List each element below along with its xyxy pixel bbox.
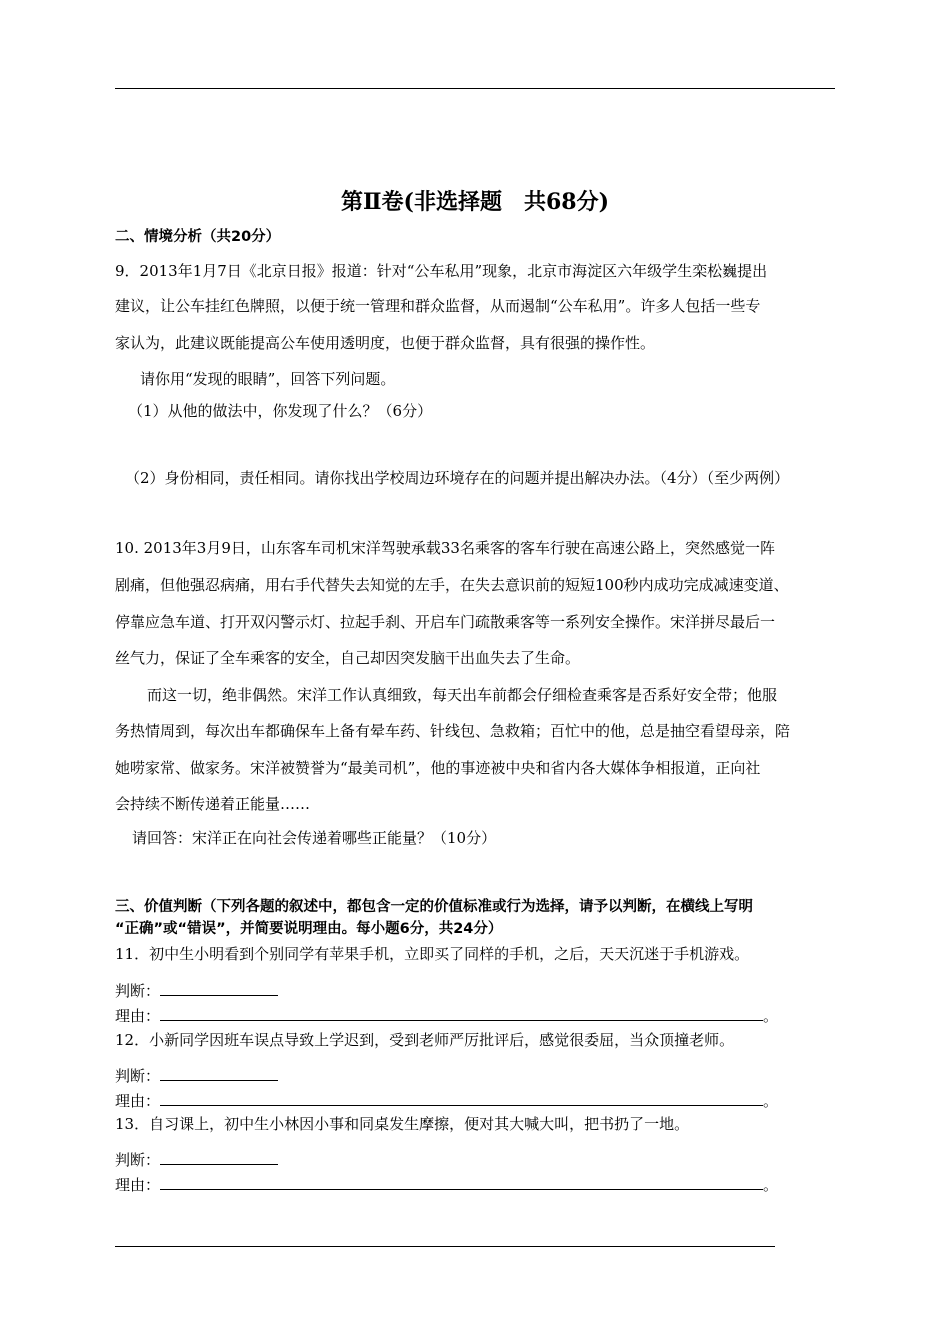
- judge-label: 判断：: [115, 1151, 161, 1169]
- q11-reason-row: [115, 1005, 778, 1026]
- q9-prompt: 请你用“发现的眼睛”，回答下列问题。: [140, 370, 396, 388]
- q11-reason-blank[interactable]: [160, 1005, 763, 1021]
- reason-label: 理由：: [115, 1007, 161, 1025]
- end-mark: 。: [763, 1092, 779, 1110]
- section2-heading: 二、情境分析（共20分）: [115, 229, 281, 245]
- end-mark: 。: [763, 1176, 779, 1194]
- judge-label: 判断：: [115, 982, 161, 1000]
- q10-line-6: 务热情周到，每次出车都确保车上备有晕车药、针线包、急救箱；百忙中的他，总是抽空看望母亲，陪: [115, 722, 791, 740]
- q11-judge-row: [115, 980, 278, 1001]
- exam-part-title: 第Ⅱ卷(非选择题 共68分): [341, 189, 609, 215]
- reason-label: 理由：: [115, 1176, 161, 1194]
- q9-subquestion-1: （1）从他的做法中，你发现了什么？（6分）: [128, 402, 433, 420]
- q10-line-4: 丝气力，保证了全车乘客的安全，自己却因突发脑干出血失去了生命。: [115, 649, 581, 667]
- footer-rule: [115, 1246, 775, 1247]
- q10-line-5: 而这一切，绝非偶然。宋洋工作认真细致，每天出车前都会仔细检查乘客是否系好安全带；他服: [147, 686, 778, 704]
- q9-line-3: 家认为，此建议既能提高公车使用透明度，也便于群众监督，具有很强的操作性。: [115, 334, 656, 352]
- q13-text: 13．自习课上，初中生小林因小事和同桌发生摩擦，便对其大喊大叫，把书扔了一地。: [115, 1115, 690, 1133]
- q12-reason-blank[interactable]: [160, 1090, 763, 1106]
- q10-line-3: 停靠应急车道、打开双闪警示灯、拉起手刹、开启车门疏散乘客等一系列安全操作。宋洋拼尽最后一: [115, 613, 776, 631]
- q11-judge-blank[interactable]: [160, 980, 278, 996]
- q10-line-2: 剧痛，但他强忍病痛，用右手代替失去知觉的左手，在失去意识前的短短100秒内成功完成减速变道、: [115, 576, 789, 594]
- q12-judge-row: [115, 1065, 278, 1086]
- end-mark: 。: [763, 1007, 779, 1025]
- q9-line-1: 9．2013年1月7日《北京日报》报道：针对“公车私用”现象，北京市海淀区六年级学生栾松巍提出: [115, 262, 768, 280]
- q11-text: 11．初中生小明看到个别同学有苹果手机，立即买了同样的手机，之后，天天沉迷于手机游戏。: [115, 945, 750, 963]
- q10-question: 请回答：宋洋正在向社会传递着哪些正能量？（10分）: [132, 829, 497, 847]
- q13-judge-row: [115, 1149, 278, 1170]
- q9-line-2: 建议，让公车挂红色牌照，以便于统一管理和群众监督，从而遏制“公车私用”。许多人包括一些专: [115, 297, 761, 315]
- q13-judge-blank[interactable]: [160, 1149, 278, 1165]
- q13-reason-blank[interactable]: [160, 1174, 763, 1190]
- q10-line-8: 会持续不断传递着正能量……: [115, 795, 311, 813]
- q13-reason-row: [115, 1174, 778, 1195]
- q12-judge-blank[interactable]: [160, 1065, 278, 1081]
- q9-subquestion-2: （2）身份相同，责任相同。请你找出学校周边环境存在的问题并提出解决办法。（4分）（至少两例）: [125, 469, 790, 487]
- q12-text: 12．小新同学因班车误点导致上学迟到，受到老师严厉批评后，感觉很委屈，当众顶撞老师。: [115, 1031, 735, 1049]
- section3-heading-line-1: 三、价值判断（下列各题的叙述中，都包含一定的价值标准或行为选择，请予以判断，在横线上写明: [115, 899, 753, 915]
- q10-line-1: 10. 2013年3月9日，山东客车司机宋洋驾驶承载33名乘客的客车行驶在高速公路上，突然感觉一阵: [115, 539, 775, 557]
- q12-reason-row: [115, 1090, 778, 1111]
- reason-label: 理由：: [115, 1092, 161, 1110]
- judge-label: 判断：: [115, 1067, 161, 1085]
- section3-heading-line-2: “正确”或“错误”，并简要说明理由。每小题6分，共24分）: [115, 921, 503, 937]
- header-rule: [115, 88, 835, 89]
- q10-line-7: 她唠家常、做家务。宋洋被赞誉为“最美司机”，他的事迹被中央和省内各大媒体争相报道，正向社: [115, 759, 761, 777]
